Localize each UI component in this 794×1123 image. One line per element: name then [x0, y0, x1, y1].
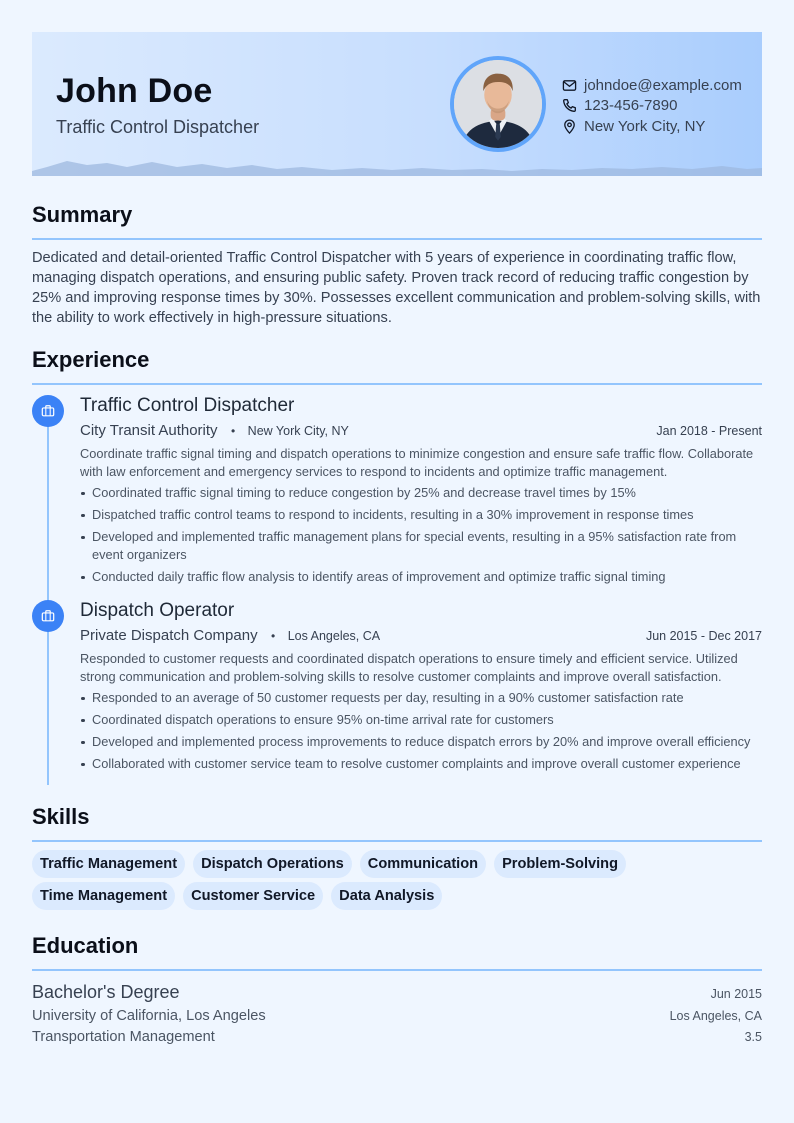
header-wave-decoration	[32, 160, 762, 176]
job-bullet: Coordinated traffic signal timing to reduce congestion by 25% and decrease travel times by 15%	[80, 484, 762, 502]
skill-chip: Time Management	[32, 882, 175, 910]
education-date: Jun 2015	[710, 987, 762, 1001]
summary-heading: Summary	[32, 202, 762, 240]
skill-chip: Customer Service	[183, 882, 323, 910]
education-heading: Education	[32, 933, 762, 971]
email-text: johndoe@example.com	[584, 76, 742, 94]
job-dates: Jan 2018 - Present	[656, 424, 762, 438]
job-entry	[32, 395, 762, 586]
skill-chip: Dispatch Operations	[193, 850, 352, 878]
phone-icon	[562, 98, 577, 113]
job-entry	[32, 600, 762, 773]
job-company: City Transit Authority	[80, 422, 218, 439]
job-bullets	[80, 689, 762, 773]
location-text: New York City, NY	[584, 117, 706, 135]
job-description: Responded to customer requests and coordinated dispatch operations to ensure timely and efficient service. Utilized strong communication and problem-solving skills to resolve customer complaints and improve overall satisfaction.	[80, 651, 738, 684]
job-description: Coordinate traffic signal timing and dispatch operations to minimize congestion and ensure safe traffic flow. Collaborate with law enforcement and emergency services to respond to incidents and optimize traffic management.	[80, 446, 754, 479]
contact-location	[562, 116, 742, 137]
job-location: New York City, NY	[247, 424, 349, 438]
job-bullet: Dispatched traffic control teams to respond to incidents, resulting in a 30% improvement in response times	[80, 506, 762, 524]
education-school: University of California, Los Angeles	[32, 1008, 266, 1024]
contact-phone[interactable]	[562, 96, 742, 117]
job-dates: Jun 2015 - Dec 2017	[645, 629, 762, 643]
experience-section	[32, 347, 762, 777]
skill-chip: Data Analysis	[331, 882, 442, 910]
experience-heading: Experience	[32, 347, 762, 385]
contact-info	[562, 75, 742, 137]
job-bullet: Collaborated with customer service team to resolve customer complaints and improve overall customer experience	[80, 755, 762, 773]
job-title: Dispatch Operator	[80, 600, 235, 621]
summary-section	[32, 202, 762, 328]
education-location: Los Angeles, CA	[669, 1009, 762, 1023]
education-field-row	[32, 1029, 762, 1045]
experience-timeline	[32, 395, 762, 773]
education-degree-row	[32, 982, 762, 1003]
briefcase-icon	[32, 395, 64, 427]
summary-text: Dedicated and detail-oriented Traffic Control Dispatcher with 5 years of experience in coordinating traffic flow, managing dispatch operations, and ensuring public safety. Proven track record of reducing traffic congestion by 25% and improving response times by 30%. Possesses excellent communication and problem-solving skills, with the ability to work effectively in high-pressure situations.	[32, 250, 761, 326]
skill-chip: Traffic Management	[32, 850, 185, 878]
job-location: Los Angeles, CA	[287, 629, 381, 643]
job-bullet: Developed and implemented process improvements to reduce dispatch errors by 20% and improve overall efficiency	[80, 733, 762, 751]
skills-heading: Skills	[32, 804, 762, 842]
job-bullet: Developed and implemented traffic management plans for special events, resulting in a 95% satisfaction rate from event organizers	[80, 528, 762, 564]
profile-photo	[450, 56, 546, 152]
education-section	[32, 933, 762, 1045]
mail-icon	[562, 78, 577, 93]
briefcase-icon	[32, 600, 64, 632]
resume-page	[32, 32, 762, 1045]
education-school-row	[32, 1008, 762, 1024]
education-field: Transportation Management	[32, 1029, 215, 1045]
skill-chip: Communication	[360, 850, 486, 878]
education-degree: Bachelor's Degree	[32, 982, 180, 1002]
skill-list	[32, 850, 762, 914]
job-meta	[80, 627, 762, 645]
job-bullet: Responded to an average of 50 customer requests per day, resulting in a 90% customer satisfaction rate	[80, 689, 762, 707]
candidate-title: Traffic Control Dispatcher	[56, 117, 260, 137]
job-company: Private Dispatch Company	[80, 627, 258, 644]
separator-dot: •	[271, 629, 276, 643]
contact-email[interactable]	[562, 75, 742, 96]
separator-dot: •	[231, 424, 236, 438]
skill-chip: Problem-Solving	[494, 850, 626, 878]
person-photo-icon	[454, 60, 542, 148]
job-meta	[80, 422, 762, 440]
job-bullet: Conducted daily traffic flow analysis to identify areas of improvement and optimize traffic signal timing	[80, 568, 762, 586]
candidate-name: John Doe	[56, 72, 213, 110]
job-bullets	[80, 484, 762, 586]
phone-text: 123-456-7890	[584, 97, 678, 115]
education-gpa: 3.5	[744, 1030, 762, 1044]
resume-header	[32, 32, 762, 176]
job-bullet: Coordinated dispatch operations to ensure 95% on-time arrival rate for customers	[80, 711, 762, 729]
skills-section	[32, 804, 762, 914]
map-pin-icon	[562, 119, 577, 134]
job-title: Traffic Control Dispatcher	[80, 395, 295, 416]
